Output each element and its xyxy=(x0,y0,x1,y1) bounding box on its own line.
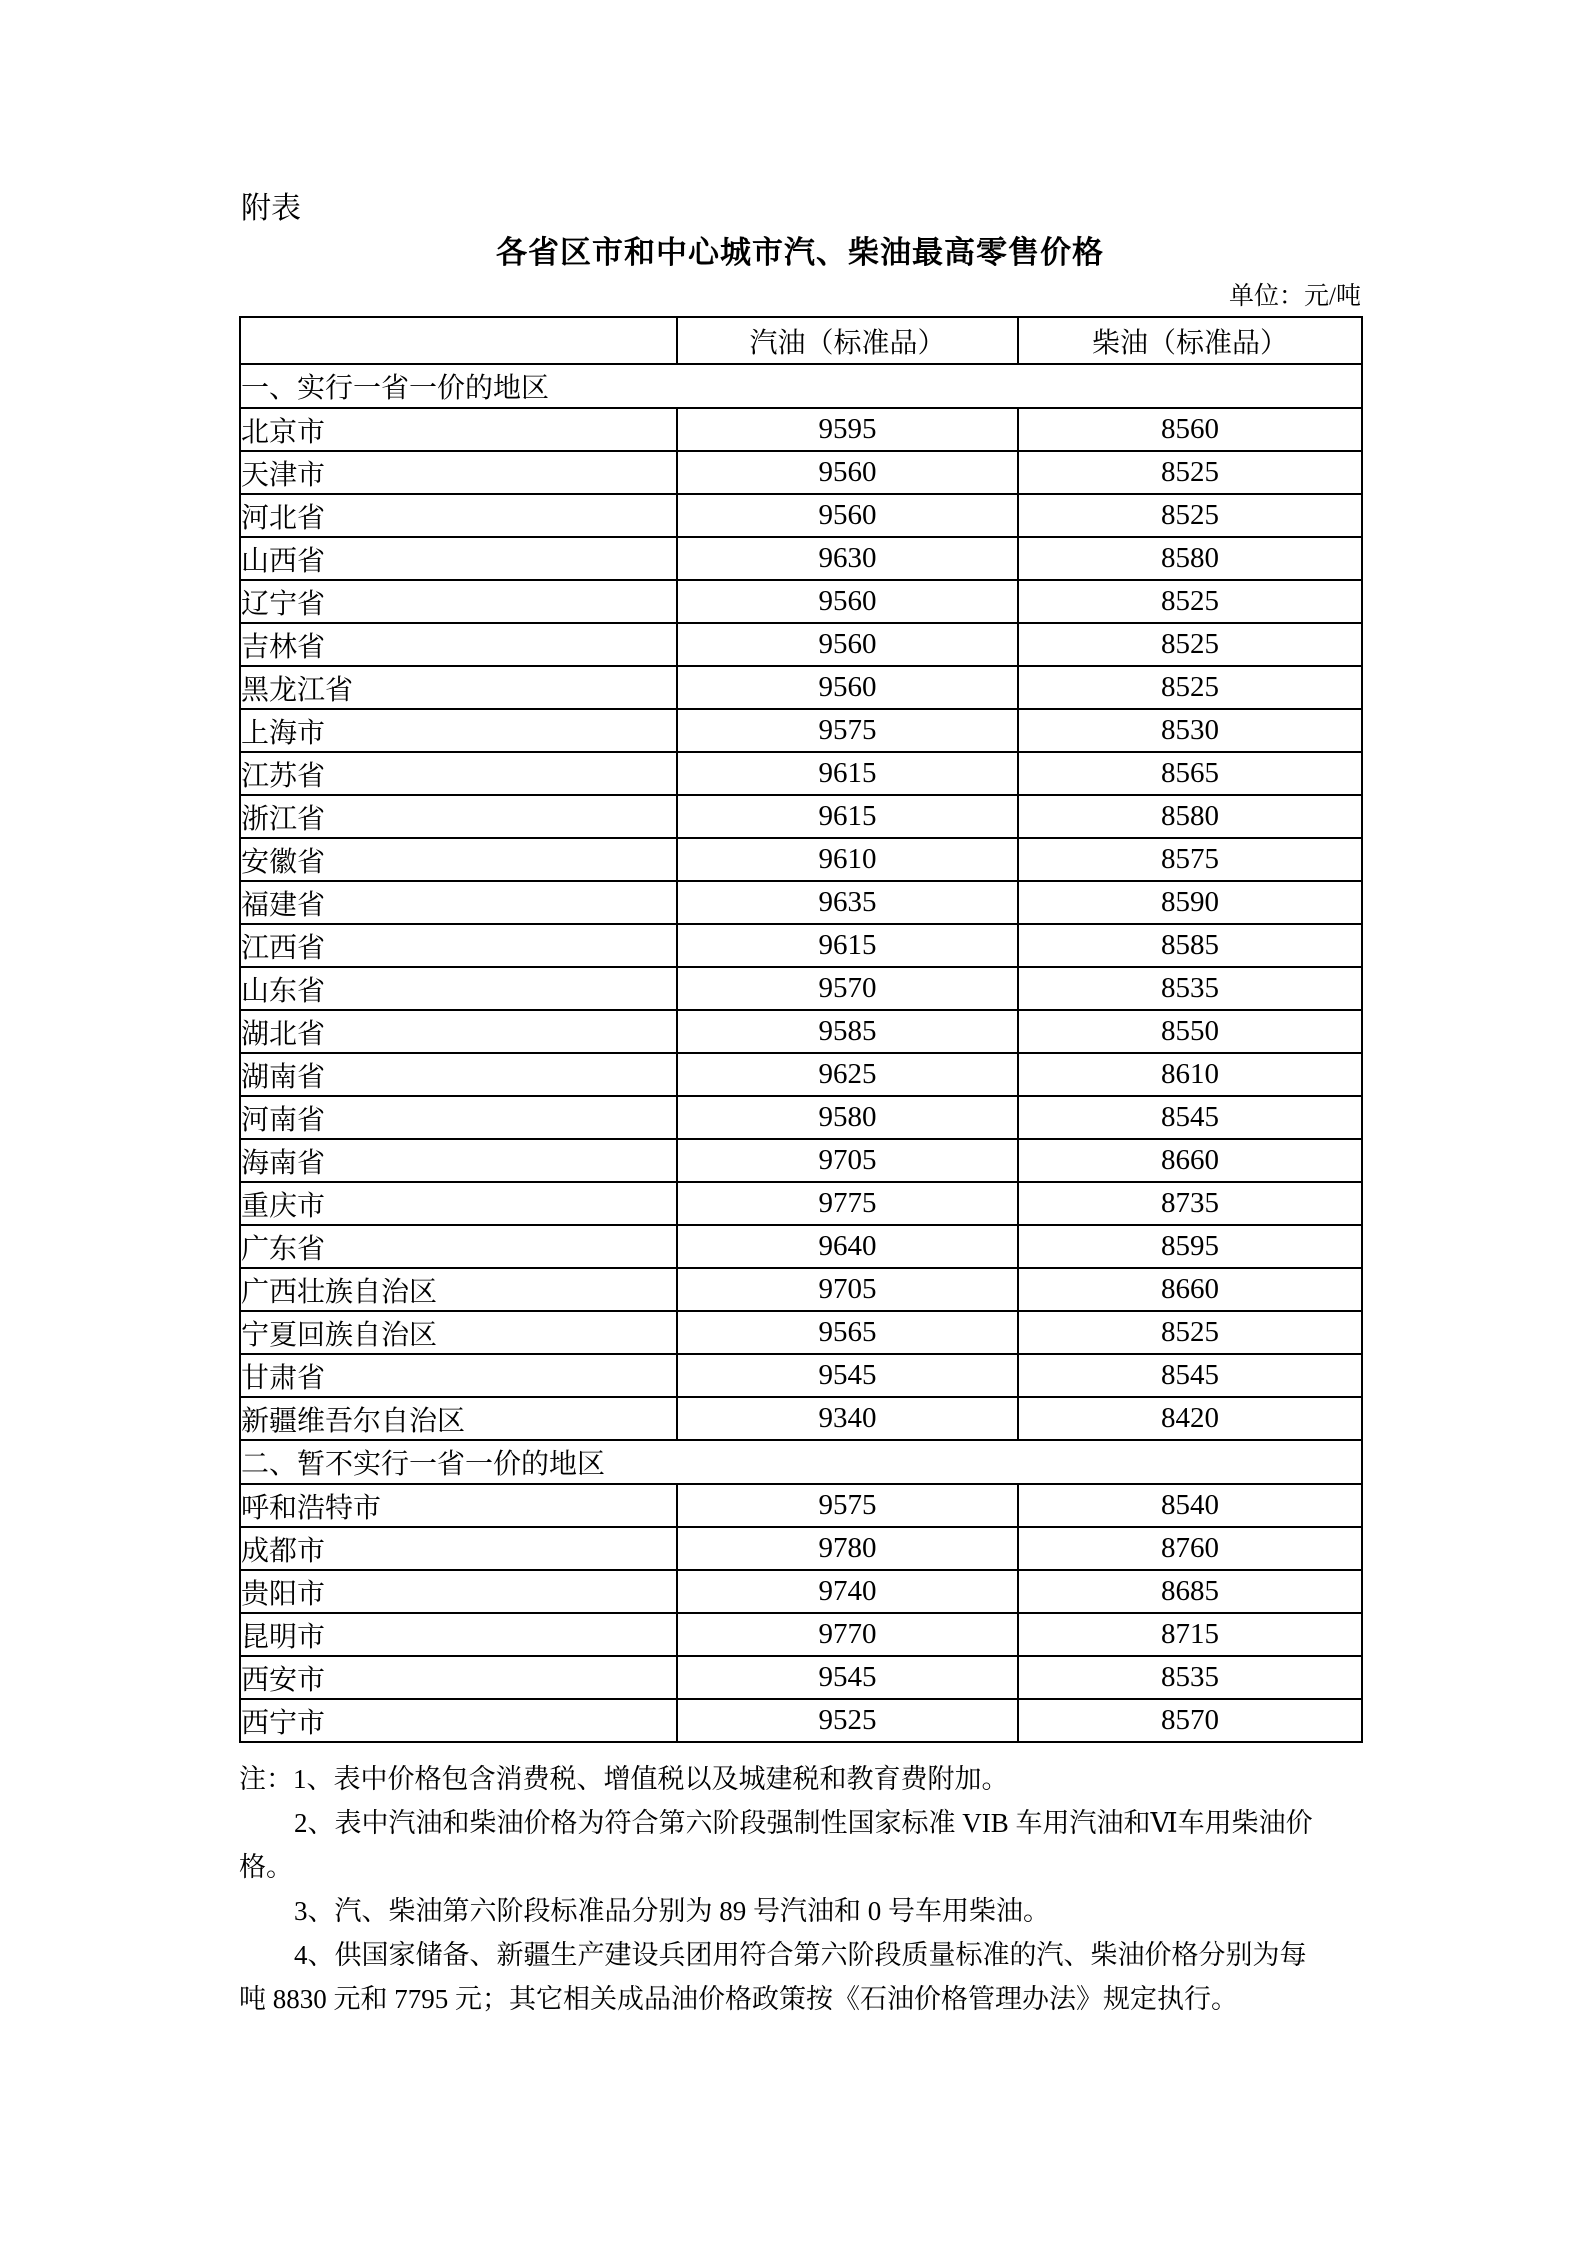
gasoline-price-cell: 9615 xyxy=(677,924,1018,967)
table-row xyxy=(240,1139,1362,1182)
region-cell: 吉林省 xyxy=(240,623,677,666)
diesel-price-cell: 8610 xyxy=(1018,1053,1362,1096)
region-cell: 昆明市 xyxy=(240,1613,677,1656)
column-header-diesel: 柴油（标准品） xyxy=(1018,317,1362,364)
diesel-price-cell: 8525 xyxy=(1018,451,1362,494)
section-header: 一、实行一省一价的地区 xyxy=(240,364,1362,408)
note-line: 注：1、表中价格包含消费税、增值税以及城建税和教育费附加。 xyxy=(239,1764,1009,1794)
gasoline-price-cell: 9585 xyxy=(677,1010,1018,1053)
note-line: 吨 8830 元和 7795 元；其它相关成品油价格政策按《石油价格管理办法》规定执行。 xyxy=(239,1984,1238,2014)
diesel-price-cell: 8525 xyxy=(1018,1311,1362,1354)
table-header-row xyxy=(240,317,1362,364)
region-cell: 西宁市 xyxy=(240,1699,677,1742)
table-row xyxy=(240,1096,1362,1139)
gasoline-price-cell: 9560 xyxy=(677,580,1018,623)
gasoline-price-cell: 9560 xyxy=(677,451,1018,494)
diesel-price-cell: 8550 xyxy=(1018,1010,1362,1053)
table-row xyxy=(240,408,1362,451)
column-header-gasoline: 汽油（标准品） xyxy=(677,317,1018,364)
table-row xyxy=(240,1225,1362,1268)
table-row xyxy=(240,1527,1362,1570)
diesel-price-cell: 8525 xyxy=(1018,623,1362,666)
region-cell: 湖北省 xyxy=(240,1010,677,1053)
table-row xyxy=(240,924,1362,967)
diesel-price-cell: 8535 xyxy=(1018,1656,1362,1699)
gasoline-price-cell: 9625 xyxy=(677,1053,1018,1096)
note-line: 格。 xyxy=(239,1852,293,1882)
gasoline-price-cell: 9575 xyxy=(677,1484,1018,1527)
gasoline-price-cell: 9705 xyxy=(677,1268,1018,1311)
diesel-price-cell: 8570 xyxy=(1018,1699,1362,1742)
table-row xyxy=(240,580,1362,623)
section-header-row xyxy=(240,364,1362,408)
gasoline-price-cell: 9340 xyxy=(677,1397,1018,1440)
gasoline-price-cell: 9565 xyxy=(677,1311,1018,1354)
column-header-region xyxy=(240,317,677,364)
table-row xyxy=(240,494,1362,537)
diesel-price-cell: 8575 xyxy=(1018,838,1362,881)
table-row xyxy=(240,881,1362,924)
region-cell: 重庆市 xyxy=(240,1182,677,1225)
gasoline-price-cell: 9615 xyxy=(677,795,1018,838)
region-cell: 上海市 xyxy=(240,709,677,752)
note-line: 2、表中汽油和柴油价格为符合第六阶段强制性国家标准 VIB 车用汽油和Ⅵ车用柴油价 xyxy=(294,1808,1313,1838)
diesel-price-cell: 8585 xyxy=(1018,924,1362,967)
region-cell: 黑龙江省 xyxy=(240,666,677,709)
region-cell: 江苏省 xyxy=(240,752,677,795)
region-cell: 浙江省 xyxy=(240,795,677,838)
section-header: 二、暂不实行一省一价的地区 xyxy=(240,1440,1362,1484)
diesel-price-cell: 8535 xyxy=(1018,967,1362,1010)
note-line: 3、汽、柴油第六阶段标准品分别为 89 号汽油和 0 号车用柴油。 xyxy=(294,1896,1050,1926)
region-cell: 天津市 xyxy=(240,451,677,494)
gasoline-price-cell: 9775 xyxy=(677,1182,1018,1225)
diesel-price-cell: 8525 xyxy=(1018,494,1362,537)
diesel-price-cell: 8545 xyxy=(1018,1354,1362,1397)
gasoline-price-cell: 9545 xyxy=(677,1354,1018,1397)
gasoline-price-cell: 9640 xyxy=(677,1225,1018,1268)
table-row xyxy=(240,451,1362,494)
table-row xyxy=(240,1053,1362,1096)
gasoline-price-cell: 9560 xyxy=(677,494,1018,537)
price-table xyxy=(239,316,1363,1743)
diesel-price-cell: 8580 xyxy=(1018,795,1362,838)
table-row xyxy=(240,709,1362,752)
region-cell: 山东省 xyxy=(240,967,677,1010)
gasoline-price-cell: 9525 xyxy=(677,1699,1018,1742)
table-row xyxy=(240,1656,1362,1699)
gasoline-price-cell: 9575 xyxy=(677,709,1018,752)
diesel-price-cell: 8590 xyxy=(1018,881,1362,924)
region-cell: 新疆维吾尔自治区 xyxy=(240,1397,677,1440)
region-cell: 江西省 xyxy=(240,924,677,967)
gasoline-price-cell: 9615 xyxy=(677,752,1018,795)
table-row xyxy=(240,1311,1362,1354)
diesel-price-cell: 8530 xyxy=(1018,709,1362,752)
gasoline-price-cell: 9780 xyxy=(677,1527,1018,1570)
region-cell: 广东省 xyxy=(240,1225,677,1268)
table-row xyxy=(240,537,1362,580)
diesel-price-cell: 8565 xyxy=(1018,752,1362,795)
diesel-price-cell: 8760 xyxy=(1018,1527,1362,1570)
table-row xyxy=(240,1397,1362,1440)
region-cell: 西安市 xyxy=(240,1656,677,1699)
region-cell: 呼和浩特市 xyxy=(240,1484,677,1527)
diesel-price-cell: 8540 xyxy=(1018,1484,1362,1527)
region-cell: 北京市 xyxy=(240,408,677,451)
gasoline-price-cell: 9595 xyxy=(677,408,1018,451)
region-cell: 湖南省 xyxy=(240,1053,677,1096)
region-cell: 甘肃省 xyxy=(240,1354,677,1397)
gasoline-price-cell: 9705 xyxy=(677,1139,1018,1182)
price-table-body xyxy=(240,364,1362,1742)
region-cell: 河南省 xyxy=(240,1096,677,1139)
table-row xyxy=(240,967,1362,1010)
diesel-price-cell: 8735 xyxy=(1018,1182,1362,1225)
section-header-row xyxy=(240,1440,1362,1484)
table-row xyxy=(240,838,1362,881)
diesel-price-cell: 8525 xyxy=(1018,580,1362,623)
table-row xyxy=(240,752,1362,795)
region-cell: 山西省 xyxy=(240,537,677,580)
table-row xyxy=(240,1010,1362,1053)
region-cell: 海南省 xyxy=(240,1139,677,1182)
region-cell: 安徽省 xyxy=(240,838,677,881)
page-title: 各省区市和中心城市汽、柴油最高零售价格 xyxy=(496,235,1104,270)
gasoline-price-cell: 9630 xyxy=(677,537,1018,580)
diesel-price-cell: 8525 xyxy=(1018,666,1362,709)
table-row xyxy=(240,1354,1362,1397)
diesel-price-cell: 8715 xyxy=(1018,1613,1362,1656)
diesel-price-cell: 8685 xyxy=(1018,1570,1362,1613)
diesel-price-cell: 8660 xyxy=(1018,1268,1362,1311)
gasoline-price-cell: 9545 xyxy=(677,1656,1018,1699)
table-row xyxy=(240,1699,1362,1742)
diesel-price-cell: 8420 xyxy=(1018,1397,1362,1440)
region-cell: 成都市 xyxy=(240,1527,677,1570)
gasoline-price-cell: 9740 xyxy=(677,1570,1018,1613)
region-cell: 广西壮族自治区 xyxy=(240,1268,677,1311)
gasoline-price-cell: 9770 xyxy=(677,1613,1018,1656)
diesel-price-cell: 8560 xyxy=(1018,408,1362,451)
table-row xyxy=(240,1613,1362,1656)
table-row xyxy=(240,1570,1362,1613)
table-row xyxy=(240,1484,1362,1527)
table-row xyxy=(240,666,1362,709)
diesel-price-cell: 8545 xyxy=(1018,1096,1362,1139)
diesel-price-cell: 8660 xyxy=(1018,1139,1362,1182)
table-row xyxy=(240,1268,1362,1311)
gasoline-price-cell: 9560 xyxy=(677,666,1018,709)
table-row xyxy=(240,623,1362,666)
region-cell: 福建省 xyxy=(240,881,677,924)
region-cell: 宁夏回族自治区 xyxy=(240,1311,677,1354)
unit-label: 单位：元/吨 xyxy=(1229,283,1361,310)
gasoline-price-cell: 9570 xyxy=(677,967,1018,1010)
table-row xyxy=(240,1182,1362,1225)
attachment-label: 附表 xyxy=(241,192,301,225)
table-row xyxy=(240,795,1362,838)
gasoline-price-cell: 9580 xyxy=(677,1096,1018,1139)
gasoline-price-cell: 9635 xyxy=(677,881,1018,924)
region-cell: 辽宁省 xyxy=(240,580,677,623)
region-cell: 河北省 xyxy=(240,494,677,537)
diesel-price-cell: 8580 xyxy=(1018,537,1362,580)
diesel-price-cell: 8595 xyxy=(1018,1225,1362,1268)
region-cell: 贵阳市 xyxy=(240,1570,677,1613)
note-line: 4、供国家储备、新疆生产建设兵团用符合第六阶段质量标准的汽、柴油价格分别为每 xyxy=(294,1940,1307,1970)
gasoline-price-cell: 9560 xyxy=(677,623,1018,666)
notes xyxy=(239,1757,1367,2021)
gasoline-price-cell: 9610 xyxy=(677,838,1018,881)
